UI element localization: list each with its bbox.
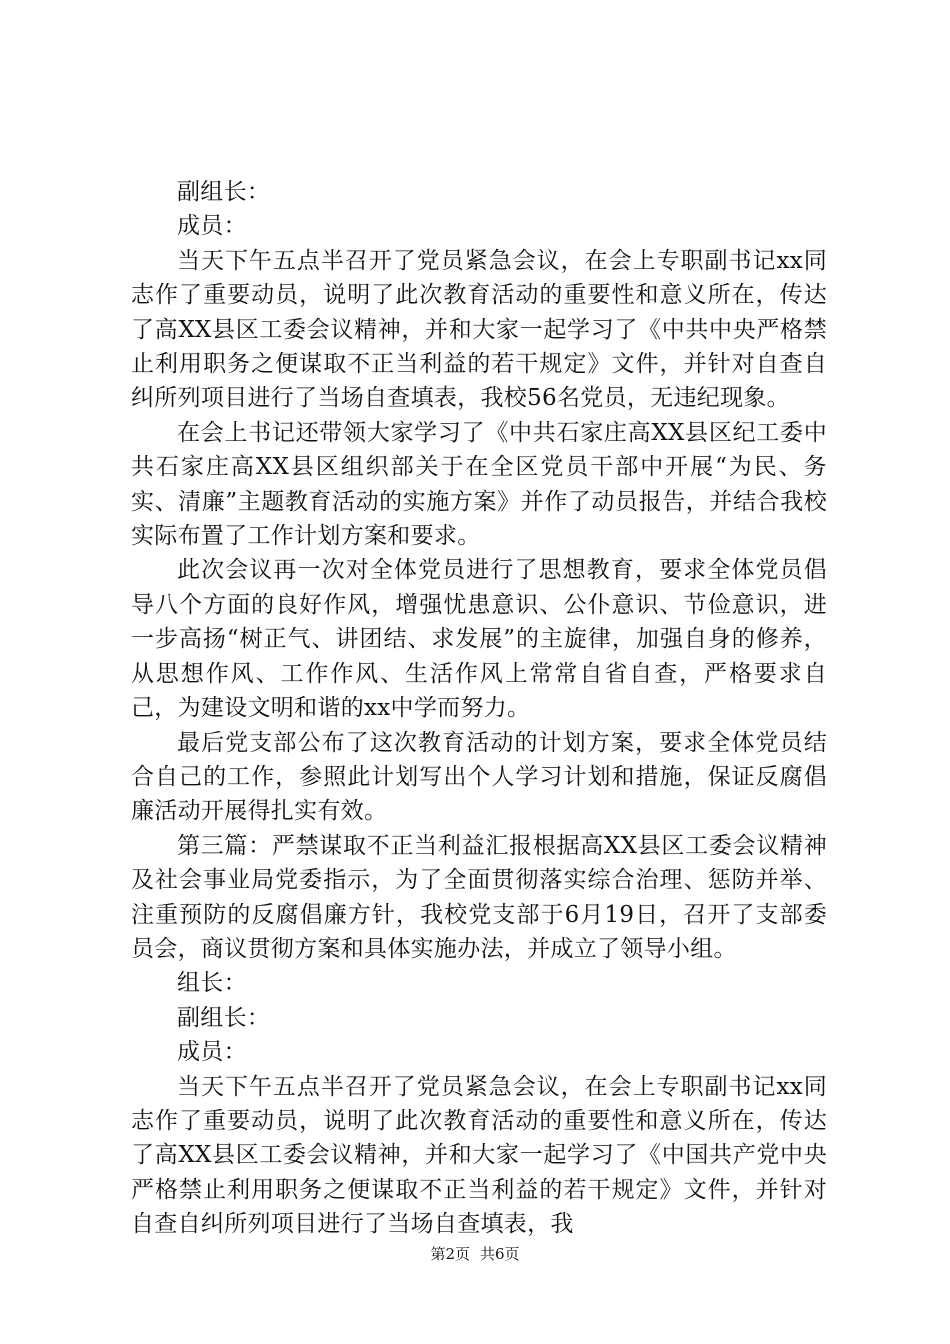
paragraph-leader: 组长：: [177, 970, 247, 997]
paragraph-meeting-1: 当天下午五点半召开了党员紧急会议，在会上专职副书记xx同志作了重要动员，说明了此次教育活动的重要性和意义所在，传达了高XX县区工委会议精神，并和大家一起学习了《中共中央严格禁止利用职务之便谋取不正当利益的若干规定》文件，并针对自查自纠所列项目进行了当场自查填表，我校56名党员，无违纪现象。: [131, 247, 827, 412]
page-number-current: 第2页: [430, 1245, 470, 1263]
paragraph-meeting-2: 当天下午五点半召开了党员紧急会议，在会上专职副书记xx同志作了重要动员，说明了此次教育活动的重要性和意义所在，传达了高XX县区工委会议精神，并和大家一起学习了《中国共产党中央严格禁止利用职务之便谋取不正当利益的若干规定》文件，并针对自查自纠所列项目进行了当场自查填表，我: [131, 1073, 827, 1238]
document-body: [131, 175, 827, 1242]
paragraph-secretary-study: 在会上书记还带领大家学习了《中共石家庄高XX县区纪工委中共石家庄高XX县区组织部关于在全区党员干部中开展“为民、务实、清廉”主题教育活动的实施方案》并作了动员报告，并结合我校实际布置了工作计划方案和要求。: [131, 419, 827, 550]
paragraph-deputy-leader-1: 副组长：: [177, 179, 271, 205]
page-number-total: 共6页: [480, 1245, 520, 1263]
paragraph-part-three: 第三篇：严禁谋取不正当利益汇报根据高XX县区工委会议精神及社会事业局党委指示，为了全面贯彻落实综合治理、惩防并举、注重预防的反腐倡廉方针，我校党支部于6月19日，召开了支部委员会，商议贯彻方案和具体实施办法，并成立了领导小组。: [131, 832, 827, 962]
paragraph-deputy-leader-2: 副组长：: [177, 1004, 271, 1031]
page-footer: [0, 1244, 950, 1264]
paragraph-members-1: 成员：: [177, 213, 247, 240]
paragraph-plan-announcement: 最后党支部公布了这次教育活动的计划方案，要求全体党员结合自己的工作，参照此计划写出个人学习计划和措施，保证反腐倡廉活动开展得扎实有效。: [131, 729, 827, 825]
paragraph-ideological-education: 此次会议再一次对全体党员进行了思想教育，要求全体党员倡导八个方面的良好作风，增强忧患意识、公仆意识、节俭意识，进一步高扬“树正气、讲团结、求发展”的主旋律，加强自身的修养，从思想作风、工作作风、生活作风上常常自省自查，严格要求自己，为建设文明和谐的xx中学而努力。: [131, 557, 827, 722]
paragraph-members-2: 成员：: [177, 1039, 247, 1066]
